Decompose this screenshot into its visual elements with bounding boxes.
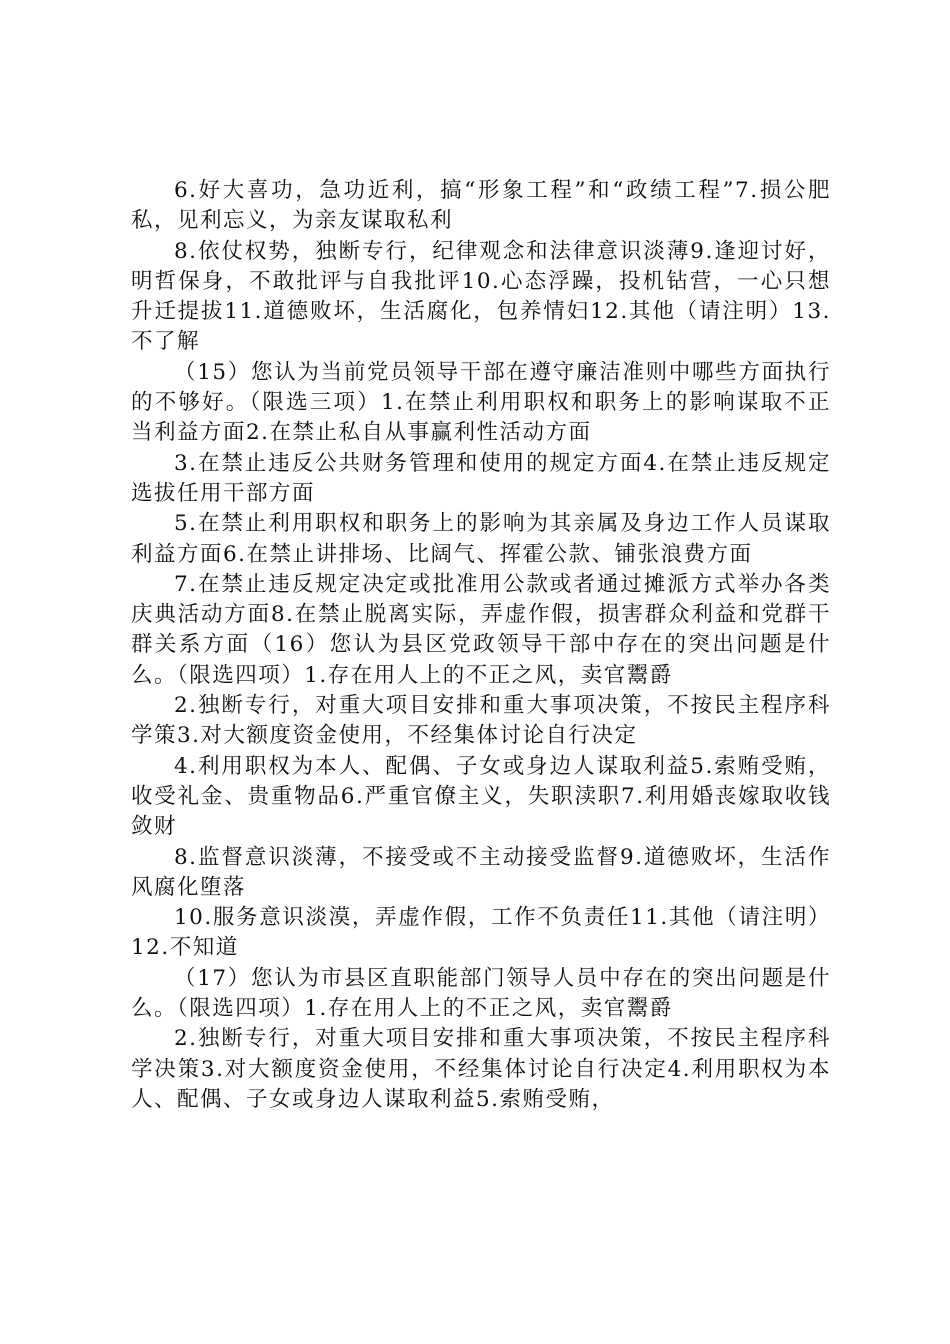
paragraph-5: 5.在禁止利用职权和职务上的影响为其亲属及身边工作人员谋取利益方面6.在禁止讲排场、比阔气、挥霍公款、铺张浪费方面 <box>131 511 831 567</box>
paragraph-3: （15）您认为当前党员领导干部在遵守廉洁准则中哪些方面执行的不够好。（限选三项）1.在禁止利用职权和职务上的影响谋取不正当利益方面2.在禁止私自从事赢利性活动方面 <box>131 359 831 446</box>
paragraph-8: 4.利用职权为本人、配偶、子女或身边人谋取利益5.索贿受贿，收受礼金、贵重物品6.严重官僚主义，失职渎职7.利用婚丧嫁取收钱敛财 <box>131 753 831 840</box>
paragraph-7: 2.独断专行，对重大项目安排和重大事项决策，不按民主程序科学策3.对大额度资金使用，不经集体讨论自行决定 <box>131 693 831 749</box>
paragraph-9: 8.监督意识淡薄，不接受或不主动接受监督9.道德败坏，生活作风腐化堕落 <box>131 844 831 900</box>
paragraph-10: 10.服务意识淡漠，弄虚作假，工作不负责任11.其他（请注明）12.不知道 <box>131 905 831 961</box>
document-body <box>131 176 831 1115</box>
paragraph-11: （17）您认为市县区直职能部门领导人员中存在的突出问题是什么。（限选四项）1.存在用人上的不正之风，卖官鬻爵 <box>131 965 831 1022</box>
paragraph-12: 2.独断专行，对重大项目安排和重大事项决策，不按民主程序科学决策3.对大额度资金使用，不经集体讨论自行决定4.利用职权为本人、配偶、子女或身边人谋取利益5.索贿受贿， <box>131 1026 831 1112</box>
paragraph-6: 7.在禁止违反规定决定或批准用公款或者通过摊派方式举办各类庆典活动方面8.在禁止脱离实际，弄虚作假，损害群众利益和党群干群关系方面（16）您认为县区党政领导干部中存在的突出问题是什么。（限选四项）1.存在用人上的不正之风，卖官鬻爵 <box>131 571 831 688</box>
paragraph-2: 8.依仗权势，独断专行，纪律观念和法律意识淡薄9.逢迎讨好，明哲保身，不敢批评与自我批评10.心态浮躁，投机钻营，一心只想升迁提拔11.道德败坏，生活腐化，包养情妇12.其他（请注明）13.不了解 <box>131 238 831 355</box>
paragraph-4: 3.在禁止违反公共财务管理和使用的规定方面4.在禁止违反规定选拔任用干部方面 <box>131 450 831 506</box>
paragraph-1: 6.好大喜功，急功近利，搞“形象工程”和“政绩工程”7.损公肥私，见利忘义，为亲友谋取私利 <box>131 178 831 234</box>
